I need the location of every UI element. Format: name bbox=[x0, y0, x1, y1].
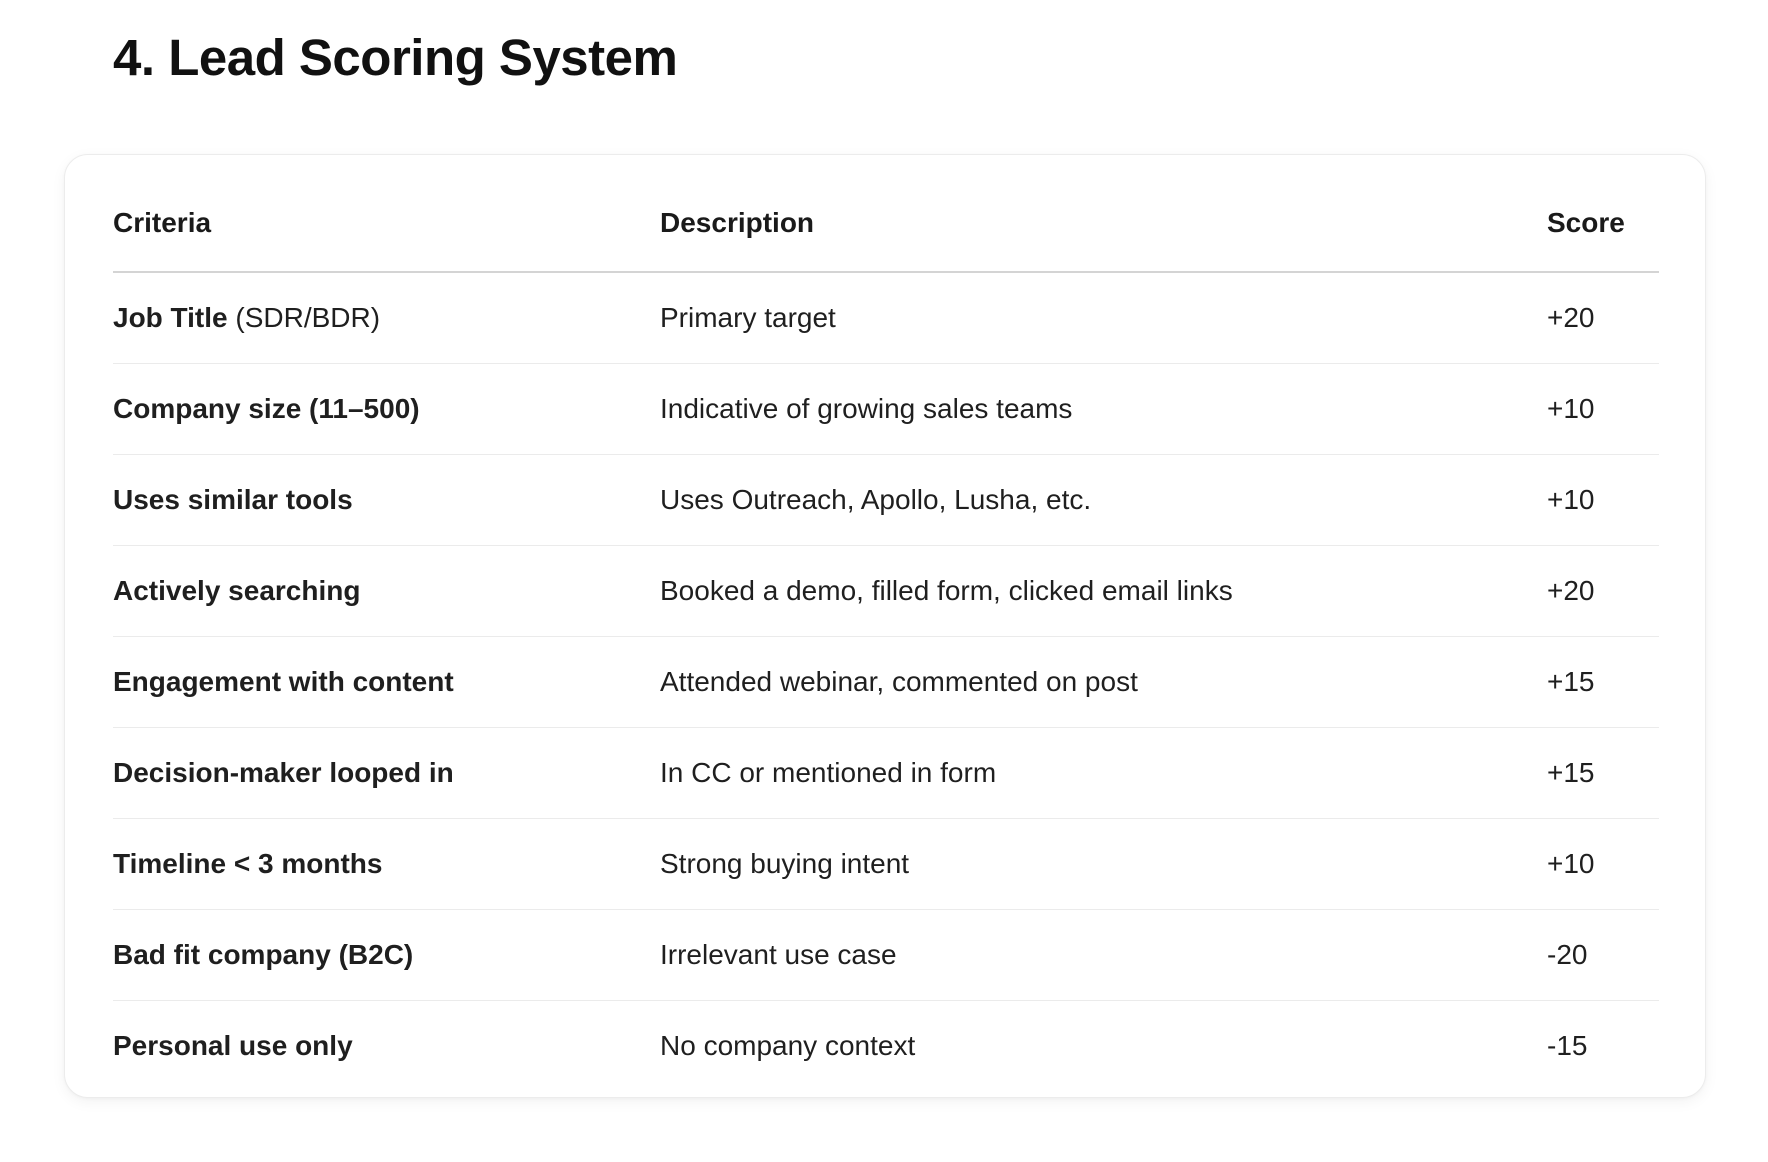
description-cell: Strong buying intent bbox=[660, 819, 1547, 910]
description-cell: Booked a demo, filled form, clicked email links bbox=[660, 546, 1547, 637]
table-row bbox=[113, 728, 1659, 819]
score-cell: -15 bbox=[1547, 1030, 1588, 1061]
score-cell: +15 bbox=[1547, 637, 1659, 728]
criteria-cell bbox=[113, 910, 660, 1001]
criteria-label: Engagement with content bbox=[113, 666, 454, 697]
criteria-cell bbox=[113, 728, 660, 819]
header-criteria: Criteria bbox=[113, 175, 660, 272]
criteria-cell bbox=[113, 819, 660, 910]
criteria-label: Decision-maker looped in bbox=[113, 757, 454, 788]
header-description: Description bbox=[660, 175, 1547, 272]
score-cell: +20 bbox=[1547, 272, 1659, 364]
lead-scoring-card bbox=[64, 154, 1706, 1098]
criteria-cell bbox=[113, 546, 660, 637]
criteria-label: Uses similar tools bbox=[113, 484, 353, 515]
criteria-cell bbox=[113, 637, 660, 728]
lead-scoring-table bbox=[113, 175, 1659, 1091]
criteria-cell bbox=[113, 364, 660, 455]
table-header-row bbox=[113, 175, 1659, 272]
criteria-label: Timeline < 3 months bbox=[113, 848, 383, 879]
criteria-label: Actively searching bbox=[113, 575, 361, 606]
score-cell: +10 bbox=[1547, 364, 1659, 455]
score-cell: +15 bbox=[1547, 728, 1659, 819]
criteria-label: Bad fit company (B2C) bbox=[113, 939, 414, 970]
criteria-label: Company size (11–500) bbox=[113, 393, 420, 424]
criteria-label: Personal use only bbox=[113, 1030, 353, 1061]
table-row bbox=[113, 546, 1659, 637]
table-row bbox=[113, 455, 1659, 546]
criteria-cell bbox=[113, 455, 660, 546]
description-cell: In CC or mentioned in form bbox=[660, 728, 1547, 819]
criteria-cell bbox=[113, 272, 660, 364]
score-cell: +20 bbox=[1547, 546, 1659, 637]
score-cell: -20 bbox=[1547, 910, 1659, 1001]
table-row bbox=[113, 364, 1659, 455]
description-cell: Primary target bbox=[660, 272, 1547, 364]
score-cell: +10 bbox=[1547, 819, 1659, 910]
description-cell: Uses Outreach, Apollo, Lusha, etc. bbox=[660, 455, 1547, 546]
description-cell: Irrelevant use case bbox=[660, 910, 1547, 1001]
description-cell: Indicative of growing sales teams bbox=[660, 364, 1547, 455]
table-row bbox=[113, 1001, 1659, 1092]
criteria-qualifier: (SDR/BDR) bbox=[227, 302, 381, 333]
criteria-label: Job Title bbox=[113, 302, 228, 333]
table-row bbox=[113, 637, 1659, 728]
table-row bbox=[113, 910, 1659, 1001]
description-cell: No company context bbox=[660, 1030, 916, 1061]
description-cell: Attended webinar, commented on post bbox=[660, 637, 1547, 728]
table-row bbox=[113, 272, 1659, 364]
table-row bbox=[113, 819, 1659, 910]
header-score: Score bbox=[1547, 175, 1659, 272]
score-cell: +10 bbox=[1547, 455, 1659, 546]
criteria-cell bbox=[113, 1001, 660, 1092]
page-title: 4. Lead Scoring System bbox=[113, 29, 678, 86]
